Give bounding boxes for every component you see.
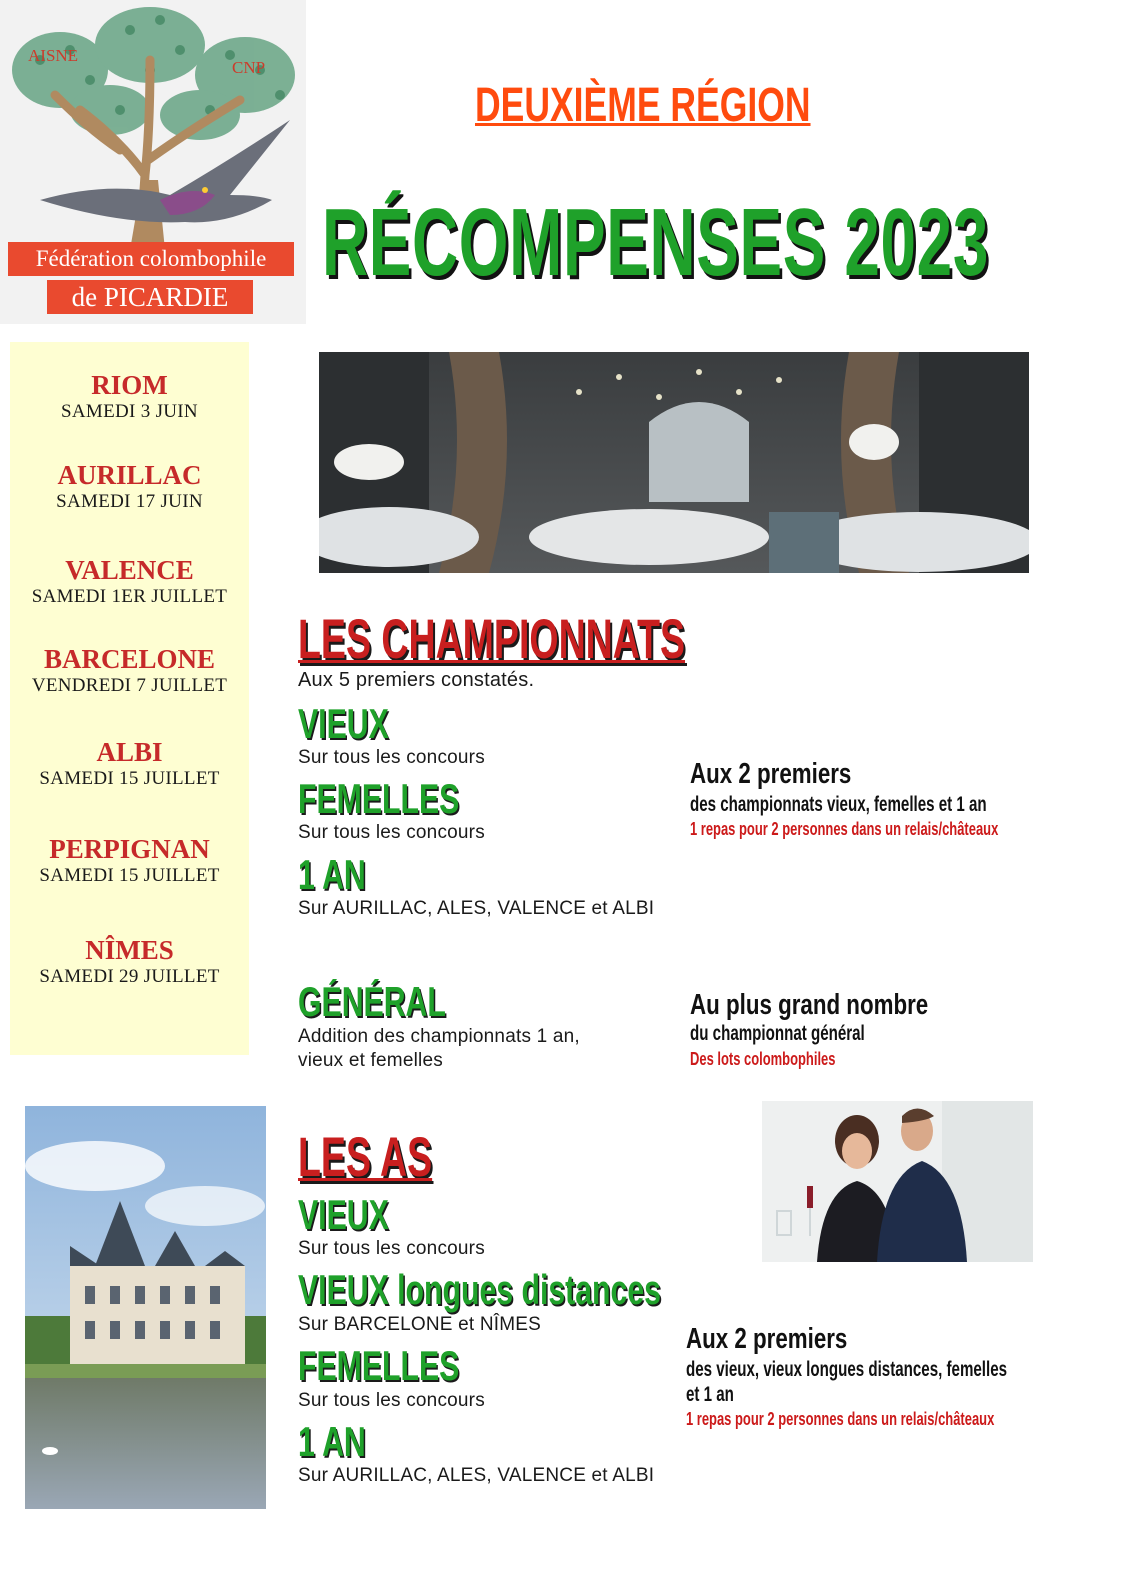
logo-picardie-label: de PICARDIE: [47, 280, 253, 314]
championnats-heading: LES CHAMPIONNATS: [298, 607, 686, 670]
reward-prize: 1 repas pour 2 personnes dans un relais/châteaux: [690, 819, 999, 839]
federation-logo: [0, 0, 306, 324]
race-item: [10, 737, 249, 791]
race-item: [10, 834, 249, 888]
race-item: [10, 644, 249, 698]
championnats-intro: Aux 5 premiers constatés.: [298, 669, 535, 691]
category-desc: Sur AURILLAC, ALES, VALENCE et ALBI: [298, 898, 655, 919]
category-desc: Sur tous les concours: [298, 822, 485, 843]
as-reward-title: Aux 2 premiers: [686, 1323, 848, 1355]
as-category-vieux-longues-distances: VIEUX longues distances: [298, 1266, 661, 1313]
as-heading: LES AS: [298, 1125, 433, 1188]
general-reward-title: Au plus grand nombre: [690, 989, 929, 1021]
general-desc-line1: Addition des championnats 1 an,: [298, 1026, 580, 1047]
restaurant-photo: [319, 352, 1029, 573]
race-date: SAMEDI 29 JUILLET: [39, 966, 220, 987]
race-city: PERPIGNAN: [49, 834, 210, 864]
race-date: SAMEDI 15 JUILLET: [39, 768, 220, 789]
race-city: BARCELONE: [43, 644, 216, 674]
as-category-desc: Sur BARCELONE et NÎMES: [298, 1314, 542, 1335]
logo-federation-label: Fédération colombophile: [8, 242, 294, 276]
reward-title: Aux 2 premiers: [690, 758, 852, 790]
as-reward-prize: 1 repas pour 2 personnes dans un relais/châteaux: [686, 1409, 995, 1429]
race-item: [10, 555, 249, 609]
chateau-photo: [25, 1106, 266, 1509]
race-item: [10, 460, 249, 514]
category-general: GÉNÉRAL: [298, 978, 446, 1025]
as-category-desc: Sur AURILLAC, ALES, VALENCE et ALBI: [298, 1465, 655, 1486]
as-reward-subtitle-line2: et 1 an: [686, 1383, 734, 1406]
race-city: NÎMES: [85, 935, 174, 965]
race-date: VENDREDI 7 JUILLET: [31, 675, 228, 696]
category-1-an: 1 AN: [298, 851, 366, 898]
logo-cnp-label: CNP: [232, 58, 266, 77]
as-category-vieux: VIEUX: [298, 1191, 389, 1238]
race-city: VALENCE: [65, 555, 194, 585]
page-title: RÉCOMPENSES 2023: [322, 189, 990, 296]
couple-photo: [762, 1101, 1033, 1262]
race-date: SAMEDI 15 JUILLET: [39, 865, 220, 886]
as-category-femelles: FEMELLES: [298, 1342, 460, 1389]
region-subtitle: DEUXIÈME RÉGION: [475, 79, 811, 132]
race-date: SAMEDI 17 JUIN: [56, 491, 203, 512]
race-date: SAMEDI 3 JUIN: [61, 401, 198, 422]
race-city: AURILLAC: [57, 460, 202, 490]
category-vieux: VIEUX: [298, 700, 389, 747]
as-reward-subtitle-line1: des vieux, vieux longues distances, femelles: [686, 1358, 1008, 1381]
race-item: [10, 935, 249, 989]
reward-subtitle: des championnats vieux, femelles et 1 an: [690, 793, 987, 816]
as-category-1-an: 1 AN: [298, 1418, 366, 1465]
general-reward-subtitle: du championnat général: [690, 1022, 865, 1045]
race-city: RIOM: [91, 370, 168, 400]
general-reward-prize: Des lots colombophiles: [690, 1049, 836, 1069]
as-category-desc: Sur tous les concours: [298, 1390, 485, 1411]
race-schedule-panel: [10, 342, 249, 1055]
race-city: ALBI: [96, 737, 163, 767]
category-desc: Sur tous les concours: [298, 747, 485, 768]
race-date: SAMEDI 1ER JUILLET: [31, 586, 228, 607]
race-item: [10, 370, 249, 424]
as-category-desc: Sur tous les concours: [298, 1238, 485, 1259]
general-desc-line2: vieux et femelles: [298, 1050, 443, 1071]
logo-aisne-label: AISNE: [28, 46, 79, 65]
category-femelles: FEMELLES: [298, 775, 460, 822]
